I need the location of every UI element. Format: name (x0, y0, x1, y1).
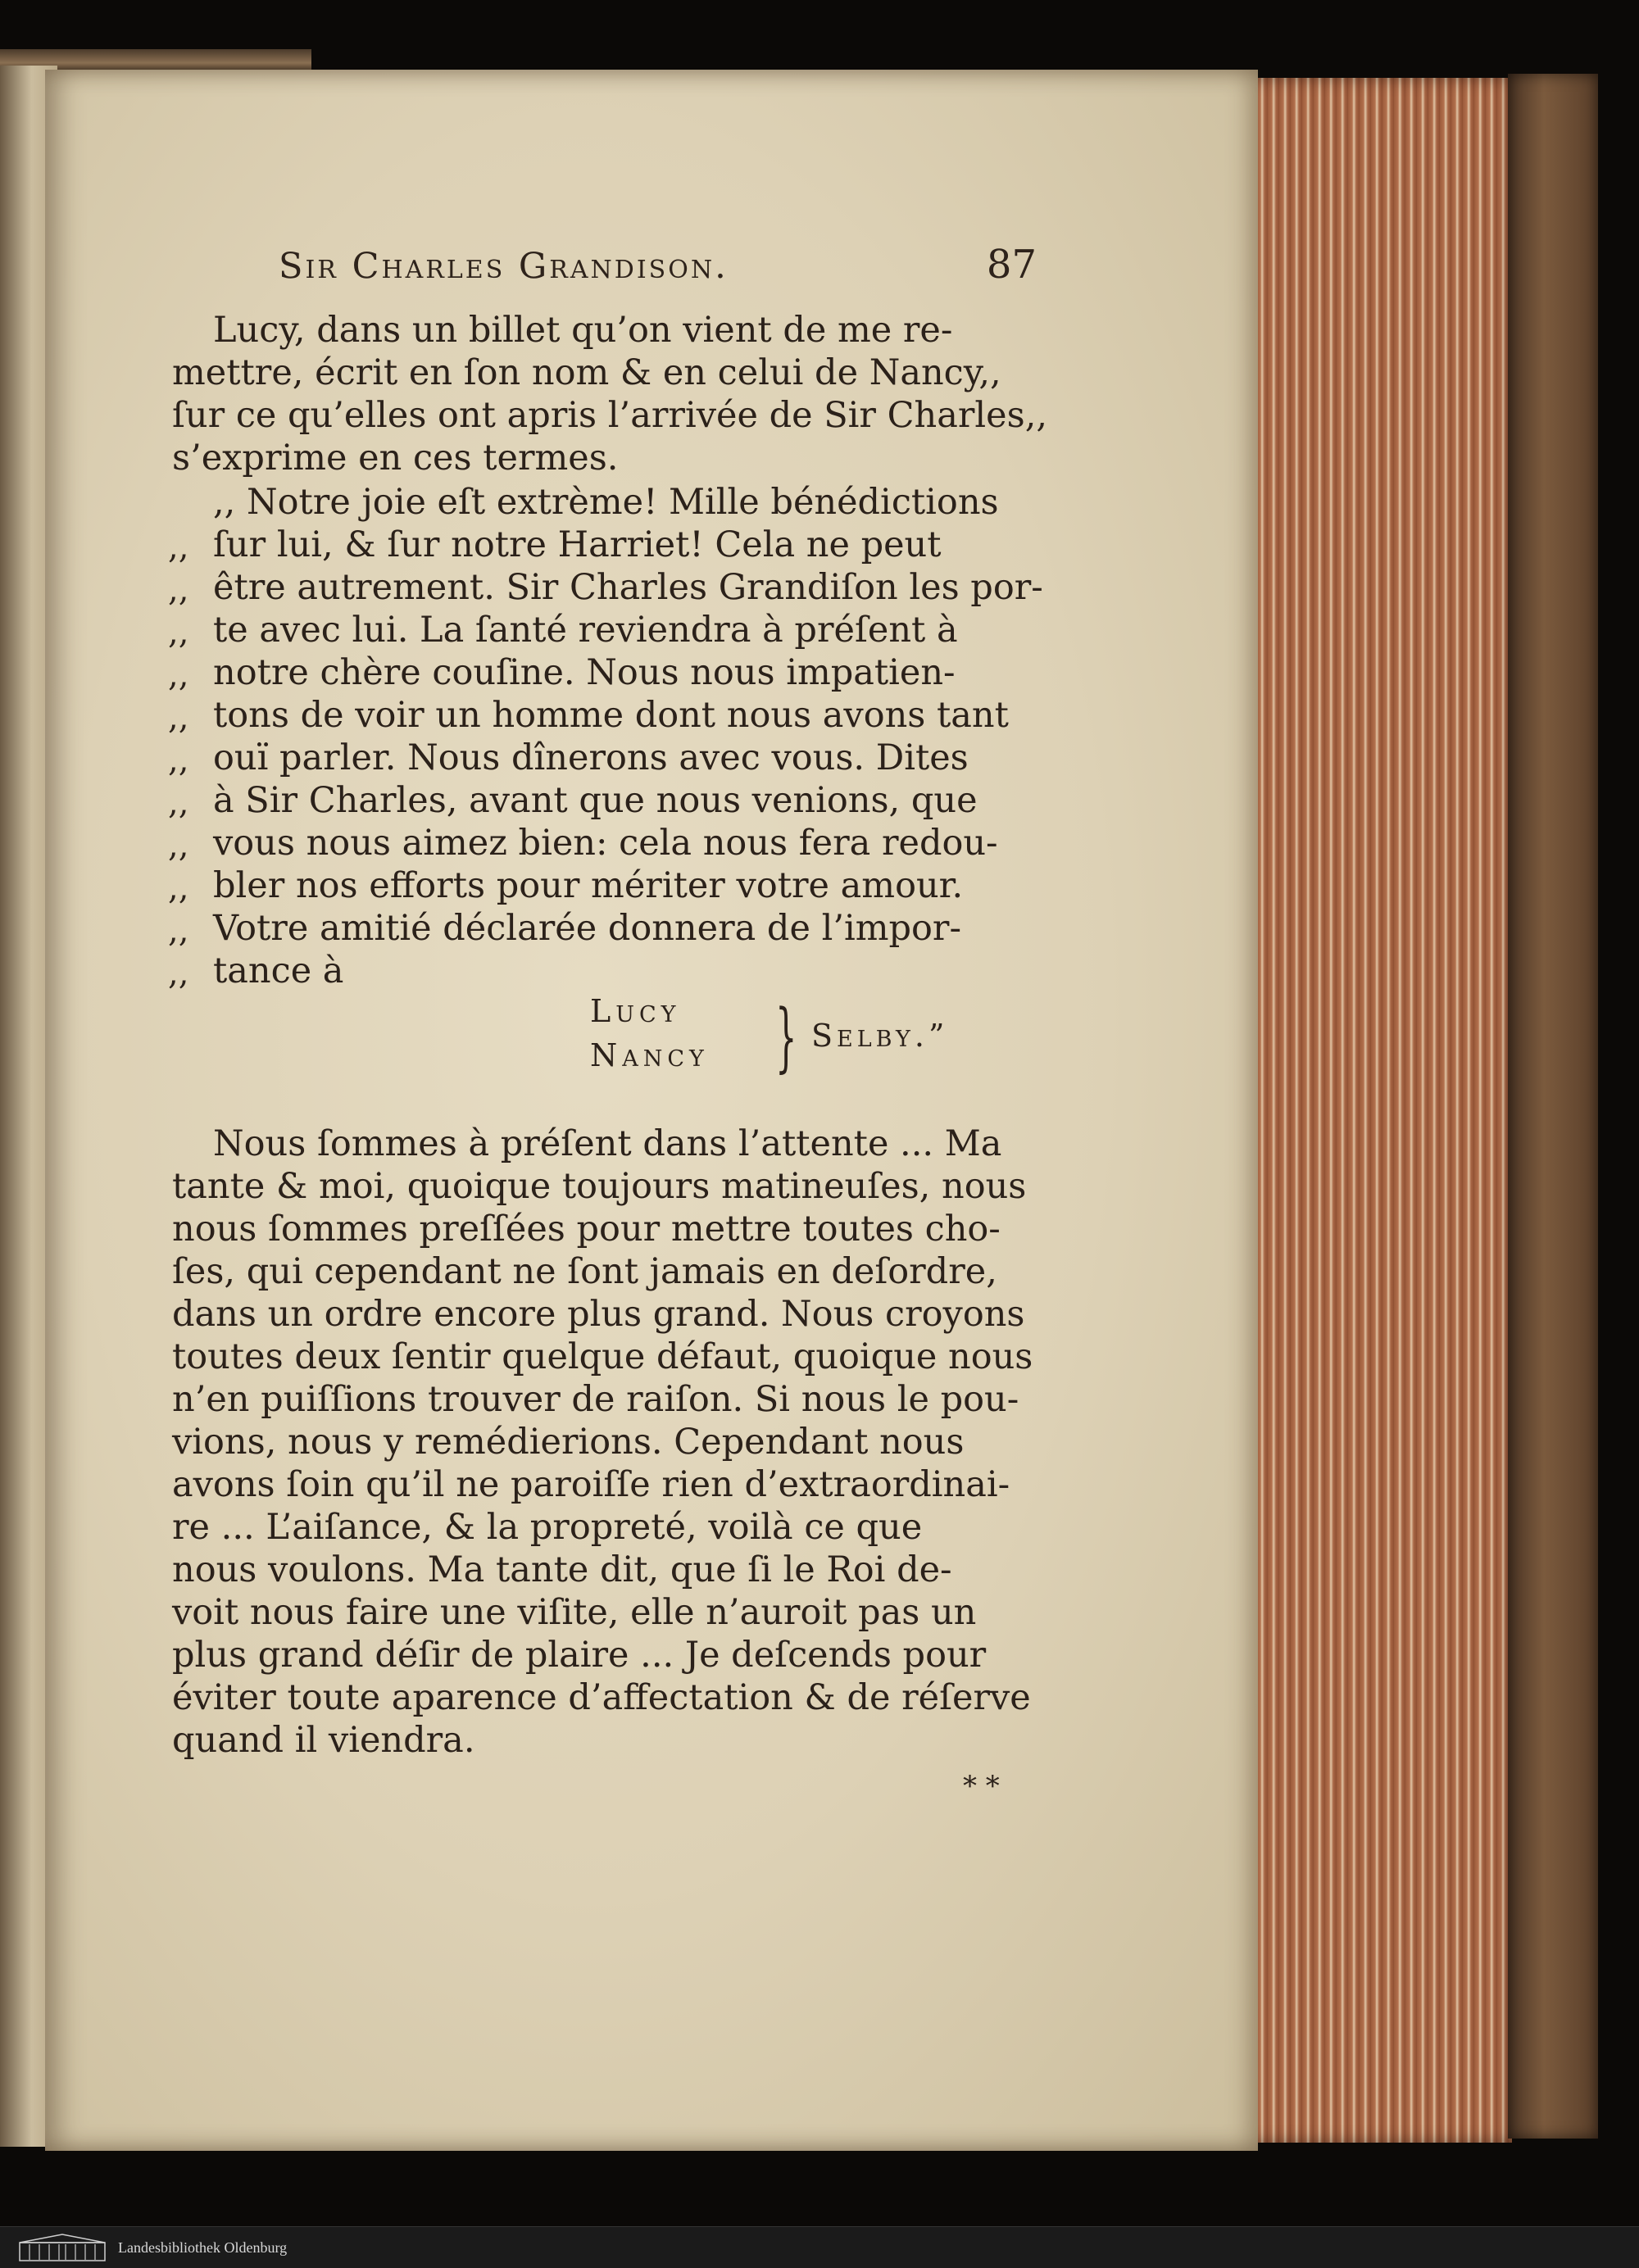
letter-line: vous nous aimez bien: cela nous fera redou- (213, 823, 998, 864)
letter-line: bler nos efforts pour mériter votre amour. (213, 865, 964, 906)
letter-line: tance à (213, 950, 344, 991)
quote-mark: ,, (168, 614, 189, 651)
text-line: nous voulons. Ma tante dit, que ſi le Roi de- (172, 1549, 952, 1590)
text-line: avons ſoin qu’il ne paroiſſe rien d’extraordinai- (172, 1464, 1010, 1505)
text-line: dans un ordre encore plus grand. Nous croyons (172, 1294, 1025, 1335)
signature-name-nancy: Nancy (590, 1037, 709, 1073)
text-line: quand il viendra. (172, 1720, 475, 1761)
text-line: nous ſommes preſſées pour mettre toutes cho- (172, 1209, 1001, 1250)
text-line: ſes, qui cependant ne ſont jamais en deſordre, (172, 1251, 997, 1292)
text-line: Lucy, dans un billet qu’on vient de me re- (213, 310, 953, 351)
letter-line: ,, Notre joie eſt extrème! Mille bénédictions (213, 482, 999, 523)
signature-name-lucy: Lucy (590, 993, 681, 1029)
letter-line: être autrement. Sir Charles Grandiſon les por- (213, 567, 1043, 608)
letter-line: ſur lui, & ſur notre Harriet! Cela ne peut (213, 524, 942, 565)
library-name: Landesbibliothek Oldenburg (118, 2239, 288, 2256)
letter-line: Votre amitié déclarée donnera de l’impor- (213, 908, 962, 949)
running-head (279, 242, 1037, 299)
text-line: n’en puiſſions trouver de raiſon. Si nous le pou- (172, 1379, 1019, 1420)
text-line: éviter toute aparence d’affectation & de réſerve (172, 1677, 1031, 1718)
text-line: mettre, écrit en ſon nom & en celui de Nancy,, (172, 352, 1001, 393)
library-building-icon (18, 2233, 107, 2262)
catchword: * * (963, 1770, 1000, 1803)
book-cover-edge (1508, 74, 1598, 2139)
quote-mark: ,, (168, 912, 189, 950)
text-line: s’exprime en ces termes. (172, 438, 619, 479)
quote-mark: ,, (168, 742, 189, 779)
letter-signature (590, 993, 1016, 1091)
text-line: re ... L’aiſance, & la propreté, voilà ce que (172, 1507, 923, 1548)
letter-line: notre chère couſine. Nous nous impatien- (213, 652, 956, 693)
quote-mark: ,, (168, 699, 189, 737)
text-line: plus grand déſir de plaire ... Je deſcends pour (172, 1635, 987, 1676)
text-line: vions, nous y remédierions. Cependant nous (172, 1422, 965, 1463)
quote-mark: ,, (168, 784, 189, 822)
running-head-title: Sir Charles Grandison. (279, 246, 729, 287)
letter-line: ouï parler. Nous dînerons avec vous. Dites (213, 737, 969, 778)
signature-surname: Selby.” (811, 1018, 949, 1054)
quote-mark: ,, (168, 869, 189, 907)
text-line: voit nous faire une viſite, elle n’auroit pas un (172, 1592, 977, 1633)
quote-mark: ,, (168, 571, 189, 609)
text-line: ſur ce qu’elles ont apris l’arrivée de Sir Charles,, (172, 395, 1048, 436)
letter-line: à Sir Charles, avant que nous venions, que (213, 780, 978, 821)
book-fore-edge (1233, 78, 1512, 2143)
viewer-footer (0, 2226, 1639, 2268)
signature-brace: } (775, 993, 797, 1081)
quote-mark: ,, (168, 827, 189, 864)
text-line: tante & moi, quoique toujours matineuſes, nous (172, 1166, 1027, 1207)
quote-mark: ,, (168, 528, 189, 566)
text-line: Nous ſommes à préſent dans l’attente ... Ma (213, 1123, 1002, 1164)
text-line: toutes deux ſentir quelque défaut, quoique nous (172, 1336, 1033, 1377)
quote-mark: ,, (168, 955, 189, 992)
letter-line: te avec lui. La ſanté reviendra à préſent à (213, 610, 958, 651)
letter-line: tons de voir un homme dont nous avons tant (213, 695, 1009, 736)
quote-mark: ,, (168, 656, 189, 694)
page-number: 87 (986, 242, 1037, 288)
